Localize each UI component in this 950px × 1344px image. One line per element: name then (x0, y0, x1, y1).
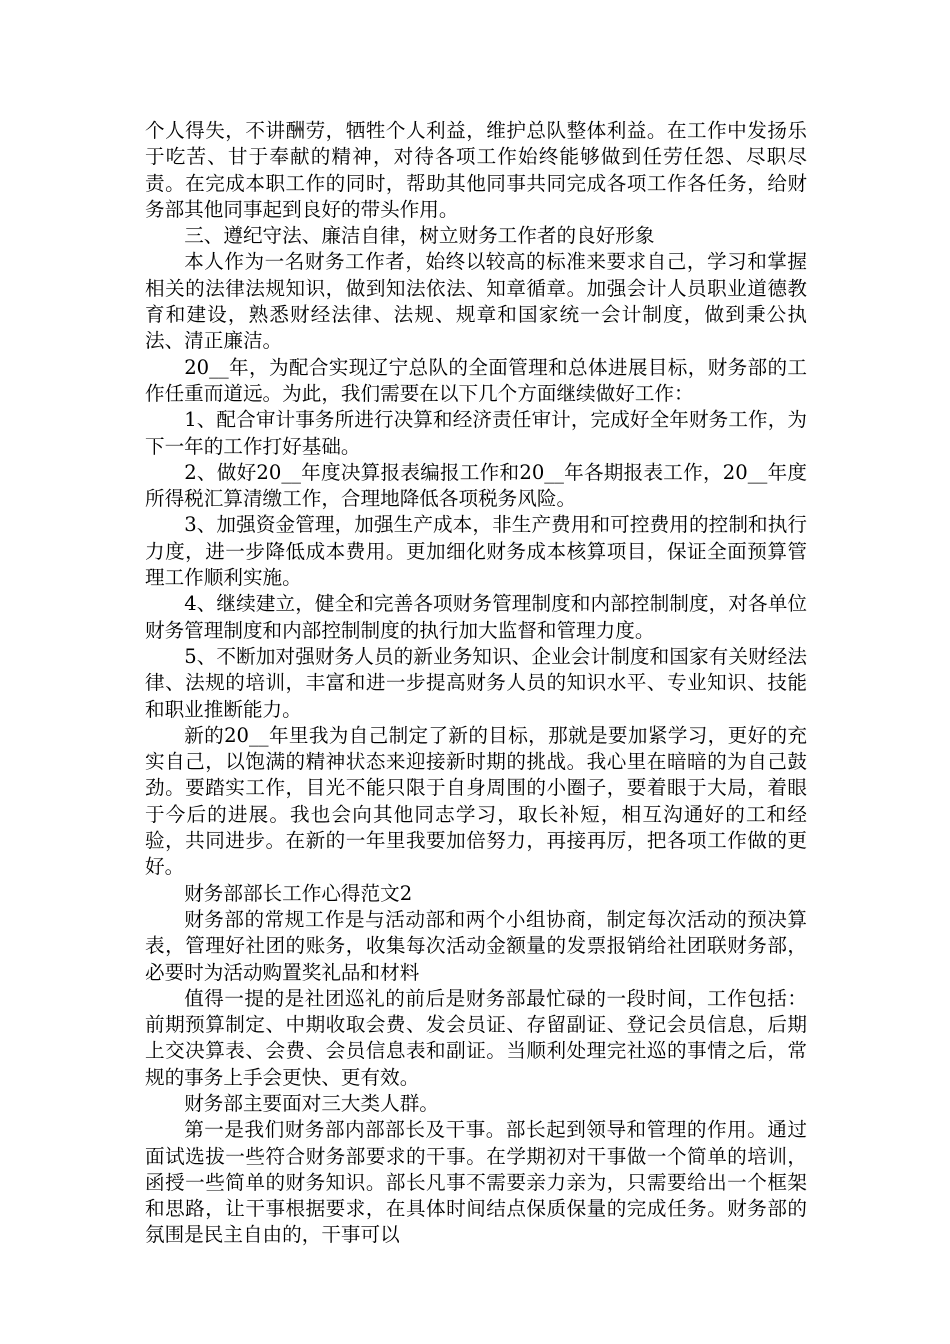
paragraph: 财务部的常规工作是与活动部和两个小组协商，制定每次活动的预决算表，管理好社团的账务，收集每次活动金额量的发票报销给社团联财务部，必要时为活动购置奖礼品和材料 (145, 907, 807, 984)
paragraph: 财务部主要面对三大类人群。 (184, 1091, 439, 1115)
paragraph: 20__年，为配合实现辽宁总队的全面管理和总体进展目标，财务部的工作任重而道远。为此，我们需要在以下几个方面继续做好工作： (145, 355, 807, 405)
list-item: 2、做好20__年度决算报表编报工作和20__年各期报表工作，20__年度所得税汇算清缴工作，合理地降低各项税务风险。 (145, 460, 807, 511)
paragraph: 第一是我们财务部内部部长及干事。部长起到领导和管理的作用。通过面试选拔一些符合财务部要求的干事。在学期初对干事做一个简单的培训，函授一些简单的财务知识。部长凡事不需要亲力亲为，只需要给出一个框架和思路，让干事根据要求，在具体时间结点保质保量的完成任务。财务部的氛围是民主自由的，干事可以 (145, 1118, 807, 1247)
section-heading: 三、遵纪守法、廉洁自律，树立财务工作者的良好形象 (184, 224, 655, 248)
list-item: 5、不断加对强财务人员的新业务知识、企业会计制度和国家有关财经法律、法规的培训，丰富和进一步提高财务人员的知识水平、专业知识、技能和职业推断能力。 (145, 644, 807, 721)
paragraph: 值得一提的是社团巡礼的前后是财务部最忙碌的一段时间，工作包括：前期预算制定、中期收取会费、发会员证、存留副证、登记会员信息，后期上交决算表、会费、会员信息表和副证。当顺利处理完社巡的事情之后，常规的事务上手会更快、更有效。 (145, 986, 807, 1089)
list-item: 4、继续建立，健全和完善各项财务管理制度和内部控制制度，对各单位财务管理制度和内部控制制度的执行加大监督和管理力度。 (145, 592, 807, 642)
section-title: 财务部部长工作心得范文2 (184, 881, 413, 905)
list-item: 1、配合审计事务所进行决算和经济责任审计，完成好全年财务工作，为下一年的工作打好基础。 (145, 408, 807, 458)
paragraph: 个人得失，不讲酬劳，牺牲个人利益，维护总队整体利益。在工作中发扬乐于吃苦、甘于奉献的精神，对待各项工作始终能够做到任劳任怨、尽职尽责。在完成本职工作的同时，帮助其他同事共同完成各项工作各任务，给财务部其他同事起到良好的带头作用。 (145, 119, 807, 221)
paragraph: 新的20__年里我为自己制定了新的目标，那就是要加紧学习，更好的充实自己，以饱满的精神状态来迎接新时期的挑战。我心里在暗暗的为自己鼓劲。要踏实工作，目光不能只限于自身周围的小圈子，要着眼于大局，着眼于今后的进展。我也会向其他同志学习，取长补短，相互沟通好的工和经验，共同进步。在新的一年里我要加倍努力，再接再厉，把各项工作做的更好。 (145, 723, 807, 879)
paragraph: 本人作为一名财务工作者，始终以较高的标准来要求自己，学习和掌握相关的法律法规知识，做到知法依法、知章循章。加强会计人员职业道德教育和建设，熟悉财经法律、法规、规章和国家统一会计制度，做到秉公执法、清正廉洁。 (145, 250, 807, 353)
document-body (145, 118, 807, 1249)
list-item: 3、加强资金管理，加强生产成本，非生产费用和可控费用的控制和执行力度，进一步降低成本费用。更加细化财务成本核算项目，保证全面预算管理工作顺利实施。 (145, 513, 807, 590)
